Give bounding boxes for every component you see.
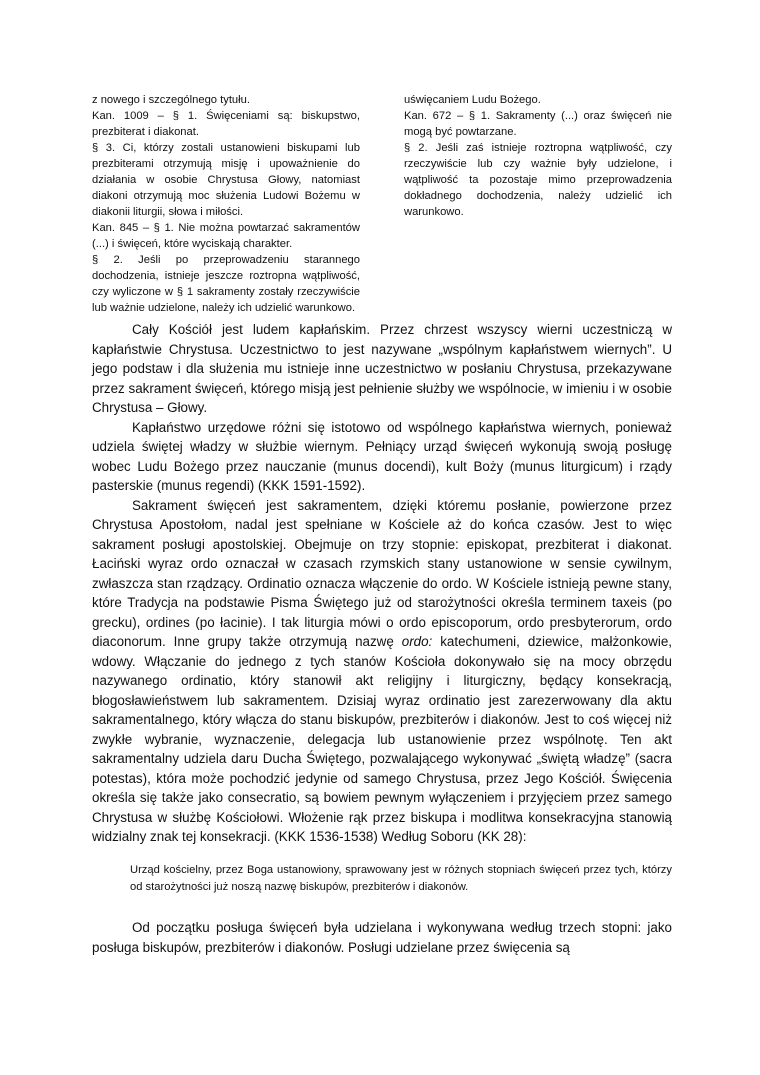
left-column [92, 92, 360, 316]
right-column [404, 92, 672, 316]
paragraph-3-part-1: Sakrament święceń jest sakramentem, dzięki któremu posłanie, powierzone przez Chrystusa Apostołom, nadal jest spełniane w Kościele aż do końca czasów. Jest to więc sakrament posługi apostolskiej. Obejmuje on trzy stopnie: episkopat, prezbiterat i diakonat. Łaciński wyraz ordo oznaczał w czasach rzymskich stany ustanowione w sensie cywilnym, zwłaszcza stan rządzący. Ordinatio oznacza włączenie do ordo. W Kościele istnieją pewne stany, które Tradycja na podstawie Pisma Świętego już od starożytności określa terminem taxeis (po grecku), ordines (po łacinie). I tak liturgia mówi o ordo episcoporum, ordo presbyterorum, ordo diaconorum. Inne grupy także otrzymują nazwę [92, 497, 672, 649]
canon-law-columns [92, 92, 672, 316]
ordo-italic: ordo: [401, 634, 433, 649]
canon-672-p1: Kan. 672 – § 1. Sakramenty (...) oraz święceń nie mogą być powtarzane. [404, 110, 672, 138]
paragraph-3-part-2: katechumeni, dziewice, małżonkowie, wdowy. Włączanie do jednego z tych stanów Kościoła dokonywało się na mocy obrzędu nazywanego ordinatio, który stanowił akt religijny i liturgiczny, będący konsekracją, błogosławieństwem lub sakramentem. Dzisiaj wyraz ordinatio jest zarezerwowany dla aktu sakramentalnego, który włącza do stanu biskupów, prezbiterów i diakonów. Jest to coś więcej niż zwykłe wybranie, wyznaczenie, delegacja lub ustanowienie przez wspólnotę. Ten akt sakramentalny udziela daru Ducha Świętego, pozwalającego wykonywać „świętą władzę” (sacra potestas), która może pochodzić jedynie od samego Chrystusa, przez Jego Kościół. Święcenia określa się także jako consecratio, są bowiem pewnym wyłączeniem i przyjęciem przez samego Chrystusa w służbę Kościołowi. Włożenie rąk przez biskupa i modlitwa konsekracyjna stanowią widzialny znak tej konsekracji. (KKK 1536-1538) Według Soboru (KK 28): [92, 634, 672, 844]
paragraph-2: Kapłaństwo urzędowe różni się istotowo od wspólnego kapłaństwa wiernych, ponieważ udziela świętej władzy w służbie wiernym. Pełniący urząd święceń wykonują swoją posługę wobec Ludu Bożego przez nauczanie (munus docendi), kult Boży (munus liturgicum) i rządy pasterskie (munus regendi) (KKK 1591-1592). [92, 419, 672, 493]
final-text [92, 918, 672, 957]
canon-1009-p3: § 3. Ci, którzy zostali ustanowieni biskupami lub prezbiterami otrzymują misję i upoważnienie do działania w osobie Chrystusa Głowy, natomiast diakoni otrzymują moc służenia Ludowi Bożemu w diakonii liturgii, słowa i miłości. [92, 142, 360, 218]
paragraph-1: Cały Kościół jest ludem kapłańskim. Przez chrzest wszyscy wierni uczestniczą w kapłaństwie Chrystusa. Uczestnictwo to jest nazywane „wspólnym kapłaństwem wiernych”. U jego podstaw i dla służenia mu istnieje inne uczestnictwo w posłaniu Chrystusa, przekazywane przez sakrament święceń, którego misją jest pełnienie służby we wspólnocie, w imieniu i w osobie Chrystusa – Głowy. [92, 322, 672, 415]
right-col-line: uświęcaniem Ludu Bożego. [404, 94, 541, 106]
main-text [92, 320, 672, 847]
council-quote: Urząd kościelny, przez Boga ustanowiony, sprawowany jest w różnych stopniach święceń przez tych, którzy od starożytności już noszą nazwę biskupów, prezbiterów i diakonów. [130, 864, 672, 893]
canon-845-p2: § 2. Jeśli po przeprowadzeniu starannego dochodzenia, istnieje jeszcze roztropna wątpliwość, czy wyliczone w § 1 sakramenty zostały rzeczywiście lub ważnie udzielone, należy ich udzielić warunkowo. [92, 254, 360, 314]
left-col-line: z nowego i szczególnego tytułu. [92, 94, 250, 106]
paragraph-3 [92, 496, 672, 847]
canon-1009-p1: Kan. 1009 – § 1. Święceniami są: biskupstwo, prezbiterat i diakonat. [92, 110, 360, 138]
canon-845-p1: Kan. 845 – § 1. Nie można powtarzać sakramentów (...) i święceń, które wyciskają charakter. [92, 222, 360, 250]
final-paragraph: Od początku posługa święceń była udzielana i wykonywana według trzech stopni: jako posługa biskupów, prezbiterów i diakonów. Posługi udzielane przez święcenia są [92, 920, 672, 955]
canon-672-p2: § 2. Jeśli zaś istnieje roztropna wątpliwość, czy rzeczywiście lub czy ważnie były udzielone, i wątpliwość ta pozostaje mimo przeprowadzenia dokładnego dochodzenia, należy udzielić ich warunkowo. [404, 142, 672, 218]
